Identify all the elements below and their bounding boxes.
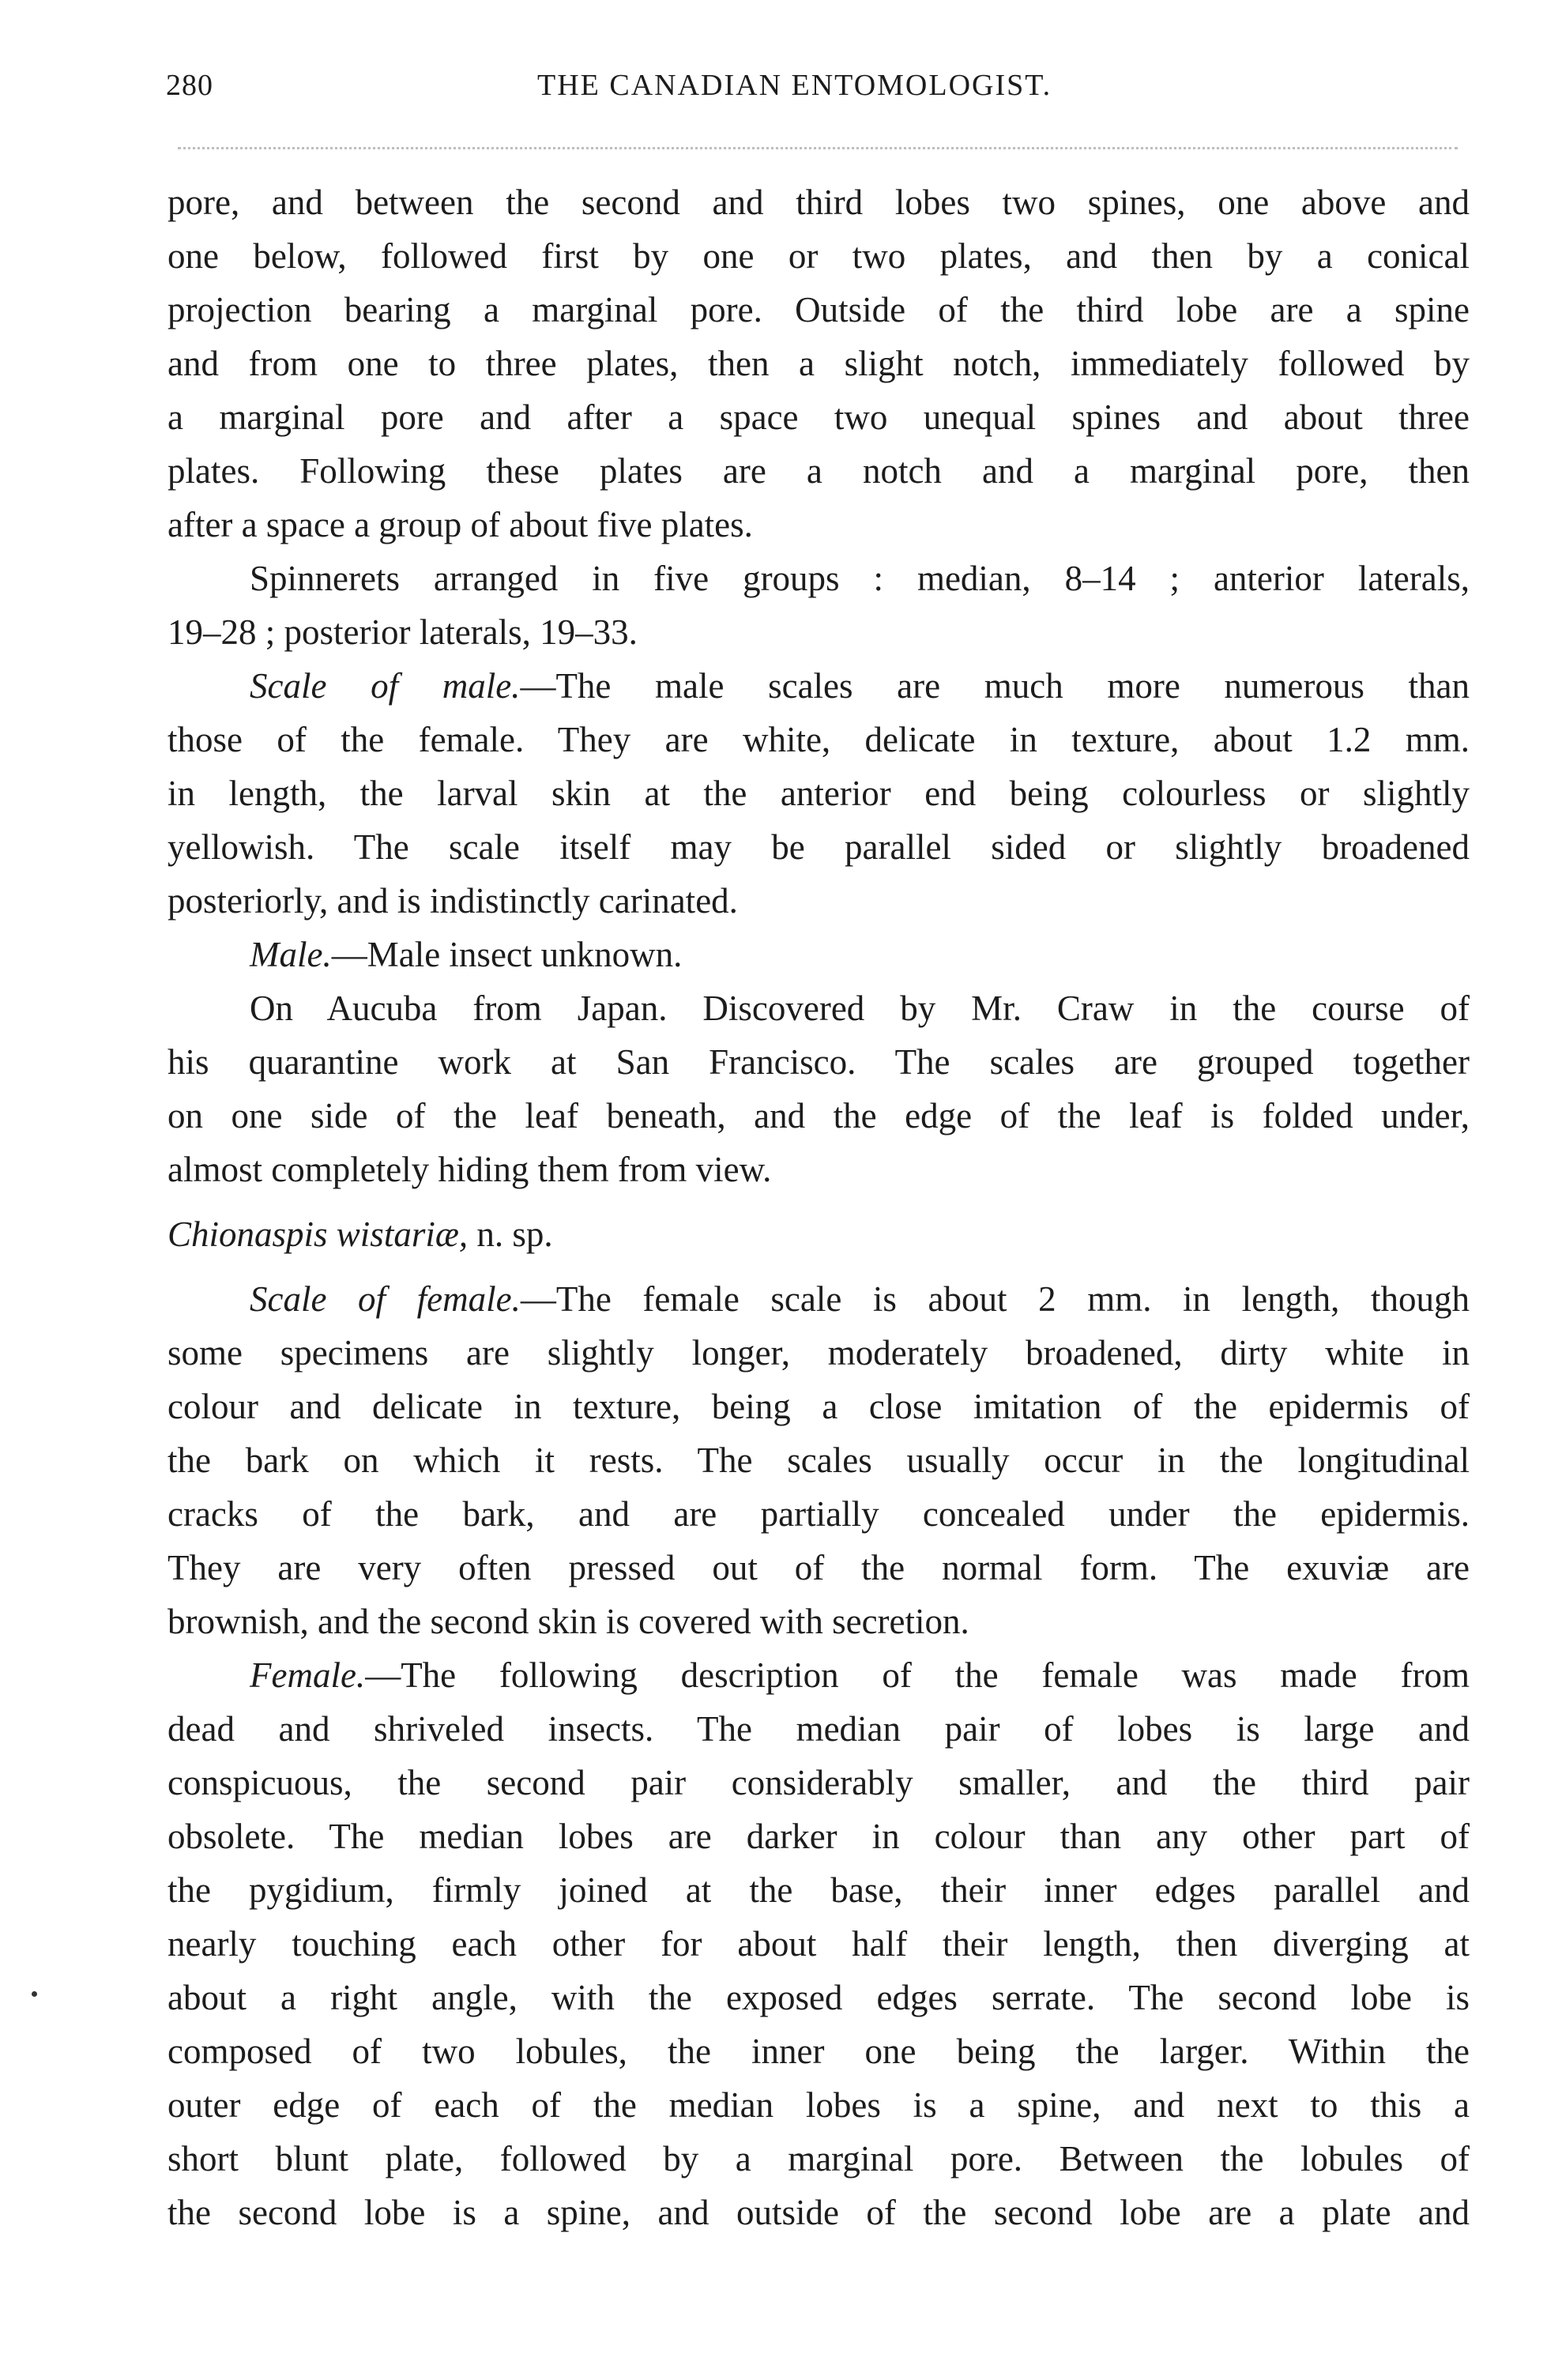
text-line: composed of two lobules, the inner one being the larger. Within the — [167, 2032, 1470, 2071]
paragraph-scale-of-male — [167, 659, 1470, 713]
text-line: colour and delicate in texture, being a close imitation of the epidermis of — [167, 1387, 1470, 1426]
paragraph-male — [167, 928, 1470, 981]
text-line: cracks of the bark, and are partially concealed under the epidermis. — [167, 1494, 1470, 1534]
text-run: n. sp. — [468, 1214, 553, 1254]
paragraph-female — [167, 1648, 1470, 1702]
paragraph-scale-of-female — [167, 1272, 1470, 1326]
text-line: On Aucuba from Japan. Discovered by Mr. Craw in the course of — [250, 989, 1470, 1028]
text-line: dead and shriveled insects. The median pair of lobes is large and — [167, 1709, 1470, 1749]
text-line: They are very often pressed out of the normal form. The exuviæ are — [167, 1548, 1470, 1587]
text-line: and from one to three plates, then a slight notch, immediately followed by — [167, 344, 1470, 383]
text-run: —The female scale is about 2 mm. in length, though — [520, 1279, 1470, 1319]
text-line: projection bearing a marginal pore. Outside of the third lobe are a spine — [167, 290, 1470, 330]
text-line: about a right angle, with the exposed edges serrate. The second lobe is — [167, 1978, 1470, 2017]
text-line: 19–28 ; posterior laterals, 19–33. — [167, 612, 638, 652]
text-line: nearly touching each other for about half their length, then diverging at — [167, 1924, 1470, 1964]
text-line: the pygidium, firmly joined at the base, their inner edges parallel and — [167, 1870, 1470, 1910]
species-name: Chionaspis wistariæ, — [167, 1214, 469, 1254]
text-line: plates. Following these plates are a notch and a marginal pore, then — [167, 451, 1470, 491]
text-line: his quarantine work at San Francisco. The scales are grouped together — [167, 1042, 1470, 1082]
text-line: conspicuous, the second pair considerably smaller, and the third pair — [167, 1763, 1470, 1802]
page-number: 280 — [166, 69, 213, 102]
subheading-female: Female. — [250, 1655, 366, 1695]
text-line: the bark on which it rests. The scales usually occur in the longitudinal — [167, 1440, 1470, 1480]
subheading-scale-of-male: Scale of male. — [250, 666, 521, 706]
text-run: —Male insect unknown. — [331, 935, 683, 974]
text-line: obsolete. The median lobes are darker in colour than any other part of — [167, 1817, 1470, 1856]
text-line: yellowish. The scale itself may be parallel sided or slightly broadened — [167, 827, 1470, 867]
text-line: posteriorly, and is indistinctly carinated. — [167, 881, 738, 921]
text-line: Spinnerets arranged in five groups : median, 8–14 ; anterior laterals, — [250, 559, 1470, 598]
body-text — [167, 175, 1470, 2239]
text-line: some specimens are slightly longer, moderately broadened, dirty white in — [167, 1333, 1470, 1373]
header-divider — [178, 141, 1458, 149]
subheading-scale-of-female: Scale of female. — [250, 1279, 521, 1319]
text-line: brownish, and the second skin is covered with secretion. — [167, 1602, 969, 1641]
text-run: —The male scales are much more numerous than — [520, 666, 1470, 706]
running-head — [166, 62, 1470, 109]
species-heading — [167, 1207, 1470, 1261]
text-line: the second lobe is a spine, and outside of the second lobe are a plate and — [167, 2193, 1470, 2232]
text-line: those of the female. They are white, delicate in texture, about 1.2 mm. — [167, 720, 1470, 759]
text-line: one below, followed first by one or two plates, and then by a conical — [167, 236, 1470, 276]
text-line: almost completely hiding them from view. — [167, 1150, 772, 1189]
text-line: outer edge of each of the median lobes is a spine, and next to this a — [167, 2085, 1470, 2125]
text-run: —The following description of the female was made from — [365, 1655, 1470, 1695]
text-line: a marginal pore and after a space two unequal spines and about three — [167, 397, 1470, 437]
text-line: in length, the larval skin at the anterior end being colourless or slightly — [167, 774, 1470, 813]
text-line: on one side of the leaf beneath, and the edge of the leaf is folded under, — [167, 1096, 1470, 1135]
subheading-male: Male. — [250, 935, 332, 974]
text-line: pore, and between the second and third lobes two spines, one above and — [167, 183, 1470, 222]
scan-speck — [32, 1991, 37, 1997]
journal-title: THE CANADIAN ENTOMOLOGIST. — [537, 69, 1052, 102]
text-line: short blunt plate, followed by a marginal pore. Between the lobules of — [167, 2139, 1470, 2179]
text-line: after a space a group of about five plates. — [167, 505, 753, 544]
